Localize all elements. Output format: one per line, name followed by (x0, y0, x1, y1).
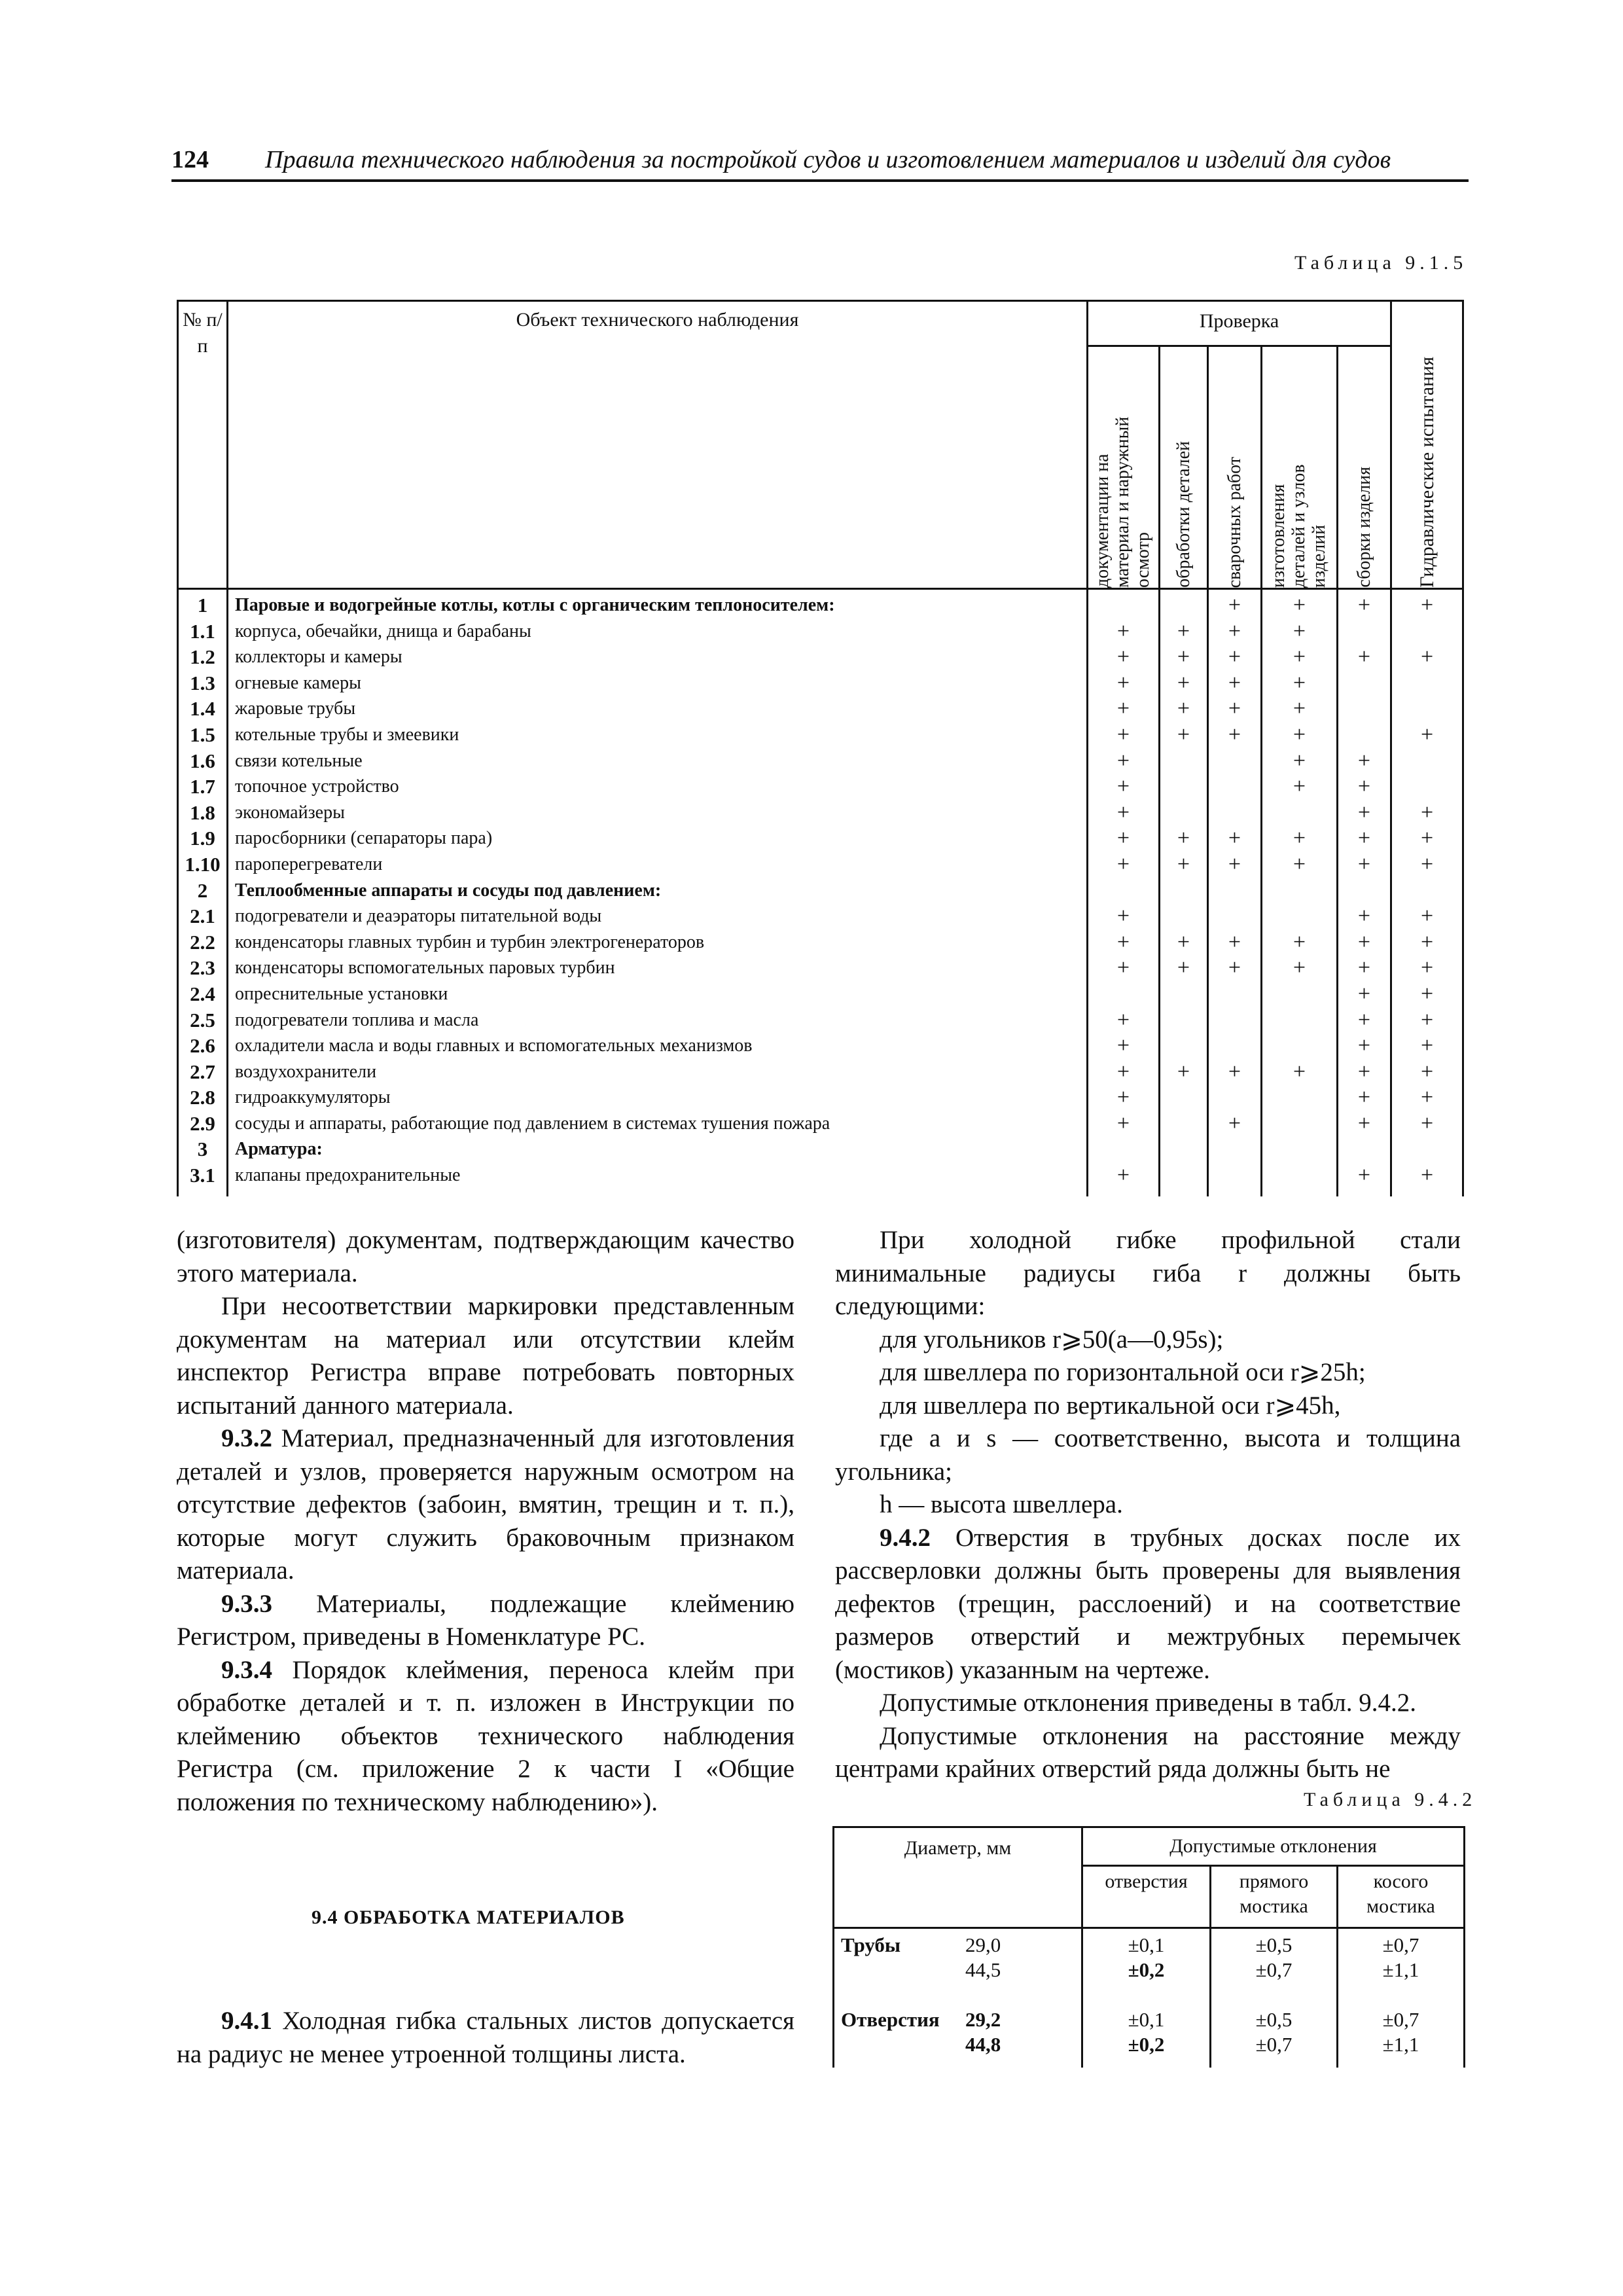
check-mark (1391, 619, 1463, 645)
col-check-machining: обработки деталей (1160, 346, 1208, 589)
row-object: Паровые и водогрейные котлы, котлы с органическим теплоносителем: (228, 589, 1088, 619)
check-mark: + (1338, 774, 1391, 800)
check-mark: + (1338, 955, 1391, 981)
check-mark: + (1262, 696, 1338, 722)
table-row (178, 1059, 1463, 1085)
check-mark (1338, 1136, 1391, 1162)
check-mark: + (1338, 1111, 1391, 1137)
check-mark: + (1338, 1033, 1391, 1059)
paragraph: Допустимые отклонения приведены в табл. 9.4.2. (880, 1689, 1416, 1717)
table-row (178, 903, 1463, 929)
check-mark: + (1338, 800, 1391, 826)
check-mark: + (1338, 1085, 1391, 1111)
formula: для угольников r⩾50(a—0,95s); (880, 1325, 1224, 1354)
check-mark: + (1160, 929, 1208, 956)
check-mark: + (1391, 1059, 1463, 1085)
check-mark (1208, 1007, 1262, 1033)
check-mark: + (1208, 1059, 1262, 1085)
check-mark: + (1391, 1007, 1463, 1033)
row-object: связи котельные (228, 748, 1088, 774)
check-mark: + (1338, 825, 1391, 852)
check-mark: + (1391, 929, 1463, 956)
paragraph: (изготовителя) документам, подтверждающим качество этого материала. (177, 1226, 794, 1287)
check-mark: + (1262, 670, 1338, 696)
check-mark: + (1088, 748, 1160, 774)
row-object: пароперегреватели (228, 852, 1088, 878)
check-mark (1391, 670, 1463, 696)
check-mark: + (1160, 670, 1208, 696)
check-mark (1208, 903, 1262, 929)
table-row (178, 722, 1463, 748)
check-mark (1160, 1007, 1208, 1033)
row-number: 1 (178, 589, 228, 619)
check-mark: + (1160, 1059, 1208, 1085)
row-number: 1.5 (178, 722, 228, 748)
check-mark (1160, 1033, 1208, 1059)
col-object-header: Объект технического наблюдения (228, 301, 1088, 589)
row-object: топочное устройство (228, 774, 1088, 800)
check-mark (1391, 878, 1463, 904)
check-mark: + (1391, 1162, 1463, 1196)
check-mark (1088, 981, 1160, 1007)
check-mark: + (1088, 722, 1160, 748)
check-mark: + (1088, 825, 1160, 852)
paragraph: 9.3.3 Материалы, подлежащие клеймению Регистром, приведены в Номенклатуре РС. (177, 1589, 794, 1651)
check-mark (1391, 748, 1463, 774)
check-mark (1391, 696, 1463, 722)
check-mark (1262, 1162, 1338, 1196)
formula: для швеллера по горизонтальной оси r⩾25h; (880, 1358, 1366, 1386)
inspection-table (177, 300, 1464, 1196)
running-title: Правила технического наблюдения за постройкой судов и изготовлением материалов и изделий для судов (265, 146, 1391, 173)
check-mark (1160, 1111, 1208, 1137)
row-number: 2.7 (178, 1059, 228, 1085)
check-mark: + (1088, 644, 1160, 670)
check-mark: + (1391, 825, 1463, 852)
row-object: опреснительные установки (228, 981, 1088, 1007)
row-object: охладители масла и воды главных и вспомогательных механизмов (228, 1033, 1088, 1059)
check-mark: + (1088, 670, 1160, 696)
row-number: 2.3 (178, 955, 228, 981)
table-row (178, 696, 1463, 722)
check-mark: + (1338, 644, 1391, 670)
check-mark: + (1088, 1059, 1160, 1085)
table-row (178, 774, 1463, 800)
table-row (178, 1033, 1463, 1059)
check-mark: + (1208, 644, 1262, 670)
check-mark (1262, 1085, 1338, 1111)
check-mark: + (1262, 748, 1338, 774)
check-mark (1338, 696, 1391, 722)
check-mark: + (1338, 1059, 1391, 1085)
row-object: подогреватели и деаэраторы питательной воды (228, 903, 1088, 929)
row-number: 1.4 (178, 696, 228, 722)
check-mark (1208, 1162, 1262, 1196)
col-check-welding: сварочных работ (1208, 346, 1262, 589)
check-mark: + (1208, 670, 1262, 696)
check-mark: + (1391, 955, 1463, 981)
check-mark (1088, 878, 1160, 904)
check-mark: + (1391, 722, 1463, 748)
check-mark (1160, 1085, 1208, 1111)
check-mark: + (1088, 929, 1160, 956)
check-mark: + (1088, 903, 1160, 929)
row-number: 1.1 (178, 619, 228, 645)
check-mark: + (1208, 1111, 1262, 1137)
row-object: жаровые трубы (228, 696, 1088, 722)
check-mark: + (1262, 929, 1338, 956)
check-mark: + (1208, 722, 1262, 748)
check-mark: + (1208, 589, 1262, 619)
check-mark (1160, 800, 1208, 826)
check-mark (1262, 981, 1338, 1007)
table-row (178, 981, 1463, 1007)
check-mark (1262, 878, 1338, 904)
check-mark: + (1338, 852, 1391, 878)
row-number: 1.2 (178, 644, 228, 670)
left-column (177, 1224, 794, 1819)
check-mark: + (1338, 1007, 1391, 1033)
check-mark: + (1088, 774, 1160, 800)
check-mark: + (1262, 619, 1338, 645)
col-check-manufacture: изготовления деталей и узлов изделий (1262, 346, 1338, 589)
check-mark (1208, 1136, 1262, 1162)
row-label: Трубы (841, 1933, 901, 1956)
check-mark: + (1262, 722, 1338, 748)
table-row (178, 878, 1463, 904)
check-mark (1160, 981, 1208, 1007)
check-mark: + (1391, 903, 1463, 929)
check-mark (1262, 800, 1338, 826)
check-mark: + (1208, 852, 1262, 878)
check-mark: + (1262, 1059, 1338, 1085)
row-number: 3.1 (178, 1162, 228, 1196)
check-mark: + (1088, 1162, 1160, 1196)
check-mark: + (1391, 1111, 1463, 1137)
table-row (178, 1136, 1463, 1162)
row-number: 2.8 (178, 1085, 228, 1111)
table-row (178, 644, 1463, 670)
check-mark: + (1160, 722, 1208, 748)
table-row (178, 1085, 1463, 1111)
check-mark: + (1338, 903, 1391, 929)
check-mark: + (1338, 981, 1391, 1007)
check-mark (1338, 670, 1391, 696)
check-mark: + (1262, 589, 1338, 619)
table-row (178, 800, 1463, 826)
row-object: конденсаторы главных турбин и турбин электрогенераторов (228, 929, 1088, 956)
check-mark: + (1208, 955, 1262, 981)
row-object: коллекторы и камеры (228, 644, 1088, 670)
check-mark (1262, 1136, 1338, 1162)
check-mark: + (1391, 981, 1463, 1007)
col-num-header: № п/п (178, 301, 228, 589)
table-row (178, 619, 1463, 645)
col-oblique-bridge: косого мостика (1338, 1866, 1465, 1928)
paragraph: При несоответствии маркировки представленным документам на материал или отсутствии клейм инспектор Регистра вправе потребовать повторных испытаний данного материала. (177, 1292, 794, 1420)
paragraph: 9.4.1 Холодная гибка стальных листов допускается на радиус не менее утроенной толщины листа. (177, 2007, 794, 2068)
table-row (178, 1162, 1463, 1196)
table-row (178, 589, 1463, 619)
table-row (178, 955, 1463, 981)
check-mark (1160, 878, 1208, 904)
row-object: гидроаккумуляторы (228, 1085, 1088, 1111)
paragraph: 9.3.4 Порядок клеймения, переноса клейм при обработке деталей и т. п. изложен в Инструкции по клеймению объектов технического наблюдения Регистра (см. приложение 2 к части I «Общие положения по техническому наблюдению»). (177, 1655, 794, 1816)
check-mark (1208, 748, 1262, 774)
table-row (178, 1007, 1463, 1033)
check-mark: + (1208, 696, 1262, 722)
check-mark (1088, 1136, 1160, 1162)
row-number: 2.5 (178, 1007, 228, 1033)
paragraph: где a и s — соответственно, высота и толщина угольника; (835, 1424, 1461, 1486)
check-mark: + (1088, 1007, 1160, 1033)
check-mark: + (1088, 1085, 1160, 1111)
paragraph: 9.3.2 Материал, предназначенный для изготовления деталей и узлов, проверяется наружным осмотром на отсутствие дефектов (забоин, вмятин, трещин и т. п.), которые могут служить браковочным признаком материала. (177, 1424, 794, 1585)
check-mark (1262, 1111, 1338, 1137)
check-mark (1262, 1033, 1338, 1059)
table-row (178, 825, 1463, 852)
section-heading: 9.4 ОБРАБОТКА МАТЕРИАЛОВ (312, 1907, 625, 1928)
check-mark: + (1160, 696, 1208, 722)
check-mark (1262, 903, 1338, 929)
check-mark: + (1088, 800, 1160, 826)
col-diameter-header: Диаметр, мм (834, 1827, 1082, 1928)
check-mark (1208, 1033, 1262, 1059)
check-mark: + (1262, 852, 1338, 878)
check-mark: + (1338, 748, 1391, 774)
check-mark (1208, 800, 1262, 826)
check-mark: + (1391, 852, 1463, 878)
row-object: подогреватели топлива и масла (228, 1007, 1088, 1033)
row-object: экономайзеры (228, 800, 1088, 826)
row-object: Теплообменные аппараты и сосуды под давлением: (228, 878, 1088, 904)
check-mark: + (1338, 589, 1391, 619)
row-number: 1.3 (178, 670, 228, 696)
check-mark (1160, 1162, 1208, 1196)
deviation-table (832, 1826, 1465, 2068)
col-straight-bridge: прямого мостика (1211, 1866, 1338, 1928)
row-number: 1.7 (178, 774, 228, 800)
col-check-header: Проверка (1088, 301, 1391, 346)
check-mark (1391, 1136, 1463, 1162)
row-number: 2.2 (178, 929, 228, 956)
row-object: воздухохранители (228, 1059, 1088, 1085)
check-mark: + (1338, 929, 1391, 956)
check-mark (1208, 981, 1262, 1007)
check-mark: + (1391, 1033, 1463, 1059)
check-mark: + (1391, 644, 1463, 670)
check-mark (1160, 1136, 1208, 1162)
check-mark (1338, 878, 1391, 904)
check-mark: + (1391, 800, 1463, 826)
check-mark (1208, 774, 1262, 800)
check-mark: + (1160, 825, 1208, 852)
check-mark: + (1160, 955, 1208, 981)
check-mark: + (1208, 929, 1262, 956)
check-mark (1160, 774, 1208, 800)
col-check-assembly: сборки изделия (1338, 346, 1391, 589)
paragraph: При холодной гибке профильной стали минимальные радиусы гиба r должны быть следующими: (835, 1226, 1461, 1320)
check-mark: + (1160, 619, 1208, 645)
paragraph: 9.4.2 Отверстия в трубных досках после их рассверловки должны быть проверены для выявления дефектов (трещин, расслоений) и на соответствие размеров отверстий и межтрубных перемычек (мостиков) указанным на чертеже. (835, 1523, 1461, 1684)
table-row: Отверстия 29,2 44,8 ±0,1 ±0,2 ±0,5 ±0,7 ±0,7 ±1,1 (834, 2007, 1465, 2068)
row-object: корпуса, обечайки, днища и барабаны (228, 619, 1088, 645)
check-mark: + (1262, 825, 1338, 852)
check-mark: + (1160, 852, 1208, 878)
check-mark: + (1208, 619, 1262, 645)
check-mark: + (1088, 696, 1160, 722)
table2-caption: Таблица 9.4.2 (1304, 1789, 1477, 1810)
check-mark: + (1088, 852, 1160, 878)
table-caption: Таблица 9.1.5 (1294, 252, 1468, 274)
row-object: огневые камеры (228, 670, 1088, 696)
row-number: 1.8 (178, 800, 228, 826)
check-mark: + (1088, 955, 1160, 981)
col-deviation-header: Допустимые отклонения (1082, 1827, 1465, 1866)
row-number: 1.10 (178, 852, 228, 878)
row-object: паросборники (сепараторы пара) (228, 825, 1088, 852)
check-mark: + (1088, 1111, 1160, 1137)
check-mark: + (1391, 589, 1463, 619)
check-mark (1160, 748, 1208, 774)
check-mark (1338, 722, 1391, 748)
row-label: Отверстия (841, 2008, 940, 2031)
header-rule (171, 179, 1469, 182)
check-mark (1391, 774, 1463, 800)
table-row (178, 670, 1463, 696)
check-mark (1160, 589, 1208, 619)
row-number: 2.1 (178, 903, 228, 929)
table-row (178, 929, 1463, 956)
row-number: 2 (178, 878, 228, 904)
check-mark (1338, 619, 1391, 645)
right-column (835, 1224, 1461, 1786)
check-mark: + (1338, 1162, 1391, 1196)
col-check-docs: документации на материал и наружный осмотр (1088, 346, 1160, 589)
row-object: сосуды и аппараты, работающие под давлением в системах тушения пожара (228, 1111, 1088, 1137)
row-number: 2.4 (178, 981, 228, 1007)
row-object: конденсаторы вспомогательных паровых турбин (228, 955, 1088, 981)
check-mark: + (1262, 955, 1338, 981)
row-object: Арматура: (228, 1136, 1088, 1162)
row-object: котельные трубы и змеевики (228, 722, 1088, 748)
check-mark: + (1208, 825, 1262, 852)
table-row (178, 1111, 1463, 1137)
col-hole: отверстия (1082, 1866, 1211, 1928)
check-mark (1088, 589, 1160, 619)
check-mark (1208, 1085, 1262, 1111)
check-mark: + (1262, 644, 1338, 670)
col-hydro-header: Гидравлические испытания (1391, 301, 1463, 589)
row-number: 3 (178, 1136, 228, 1162)
check-mark: + (1088, 619, 1160, 645)
check-mark (1160, 903, 1208, 929)
page-number: 124 (171, 146, 209, 173)
check-mark (1208, 878, 1262, 904)
table-row: Трубы 29,0 44,5 ±0,1 ±0,2 ±0,5 ±0,7 ±0,7 ±1,1 (834, 1928, 1465, 2008)
row-number: 1.6 (178, 748, 228, 774)
row-number: 2.9 (178, 1111, 228, 1137)
table-row (178, 748, 1463, 774)
paragraph: h — высота швеллера. (880, 1490, 1123, 1518)
row-number: 1.9 (178, 825, 228, 852)
check-mark: + (1088, 1033, 1160, 1059)
row-object: клапаны предохранительные (228, 1162, 1088, 1196)
check-mark: + (1391, 1085, 1463, 1111)
row-number: 2.6 (178, 1033, 228, 1059)
table-row (178, 852, 1463, 878)
left-column-bottom (177, 2005, 794, 2071)
paragraph: Допустимые отклонения на расстояние между центрами крайних отверстий ряда должны быть не (835, 1721, 1461, 1783)
check-mark: + (1262, 774, 1338, 800)
check-mark: + (1160, 644, 1208, 670)
formula: для швеллера по вертикальной оси r⩾45h, (880, 1391, 1341, 1420)
check-mark (1262, 1007, 1338, 1033)
